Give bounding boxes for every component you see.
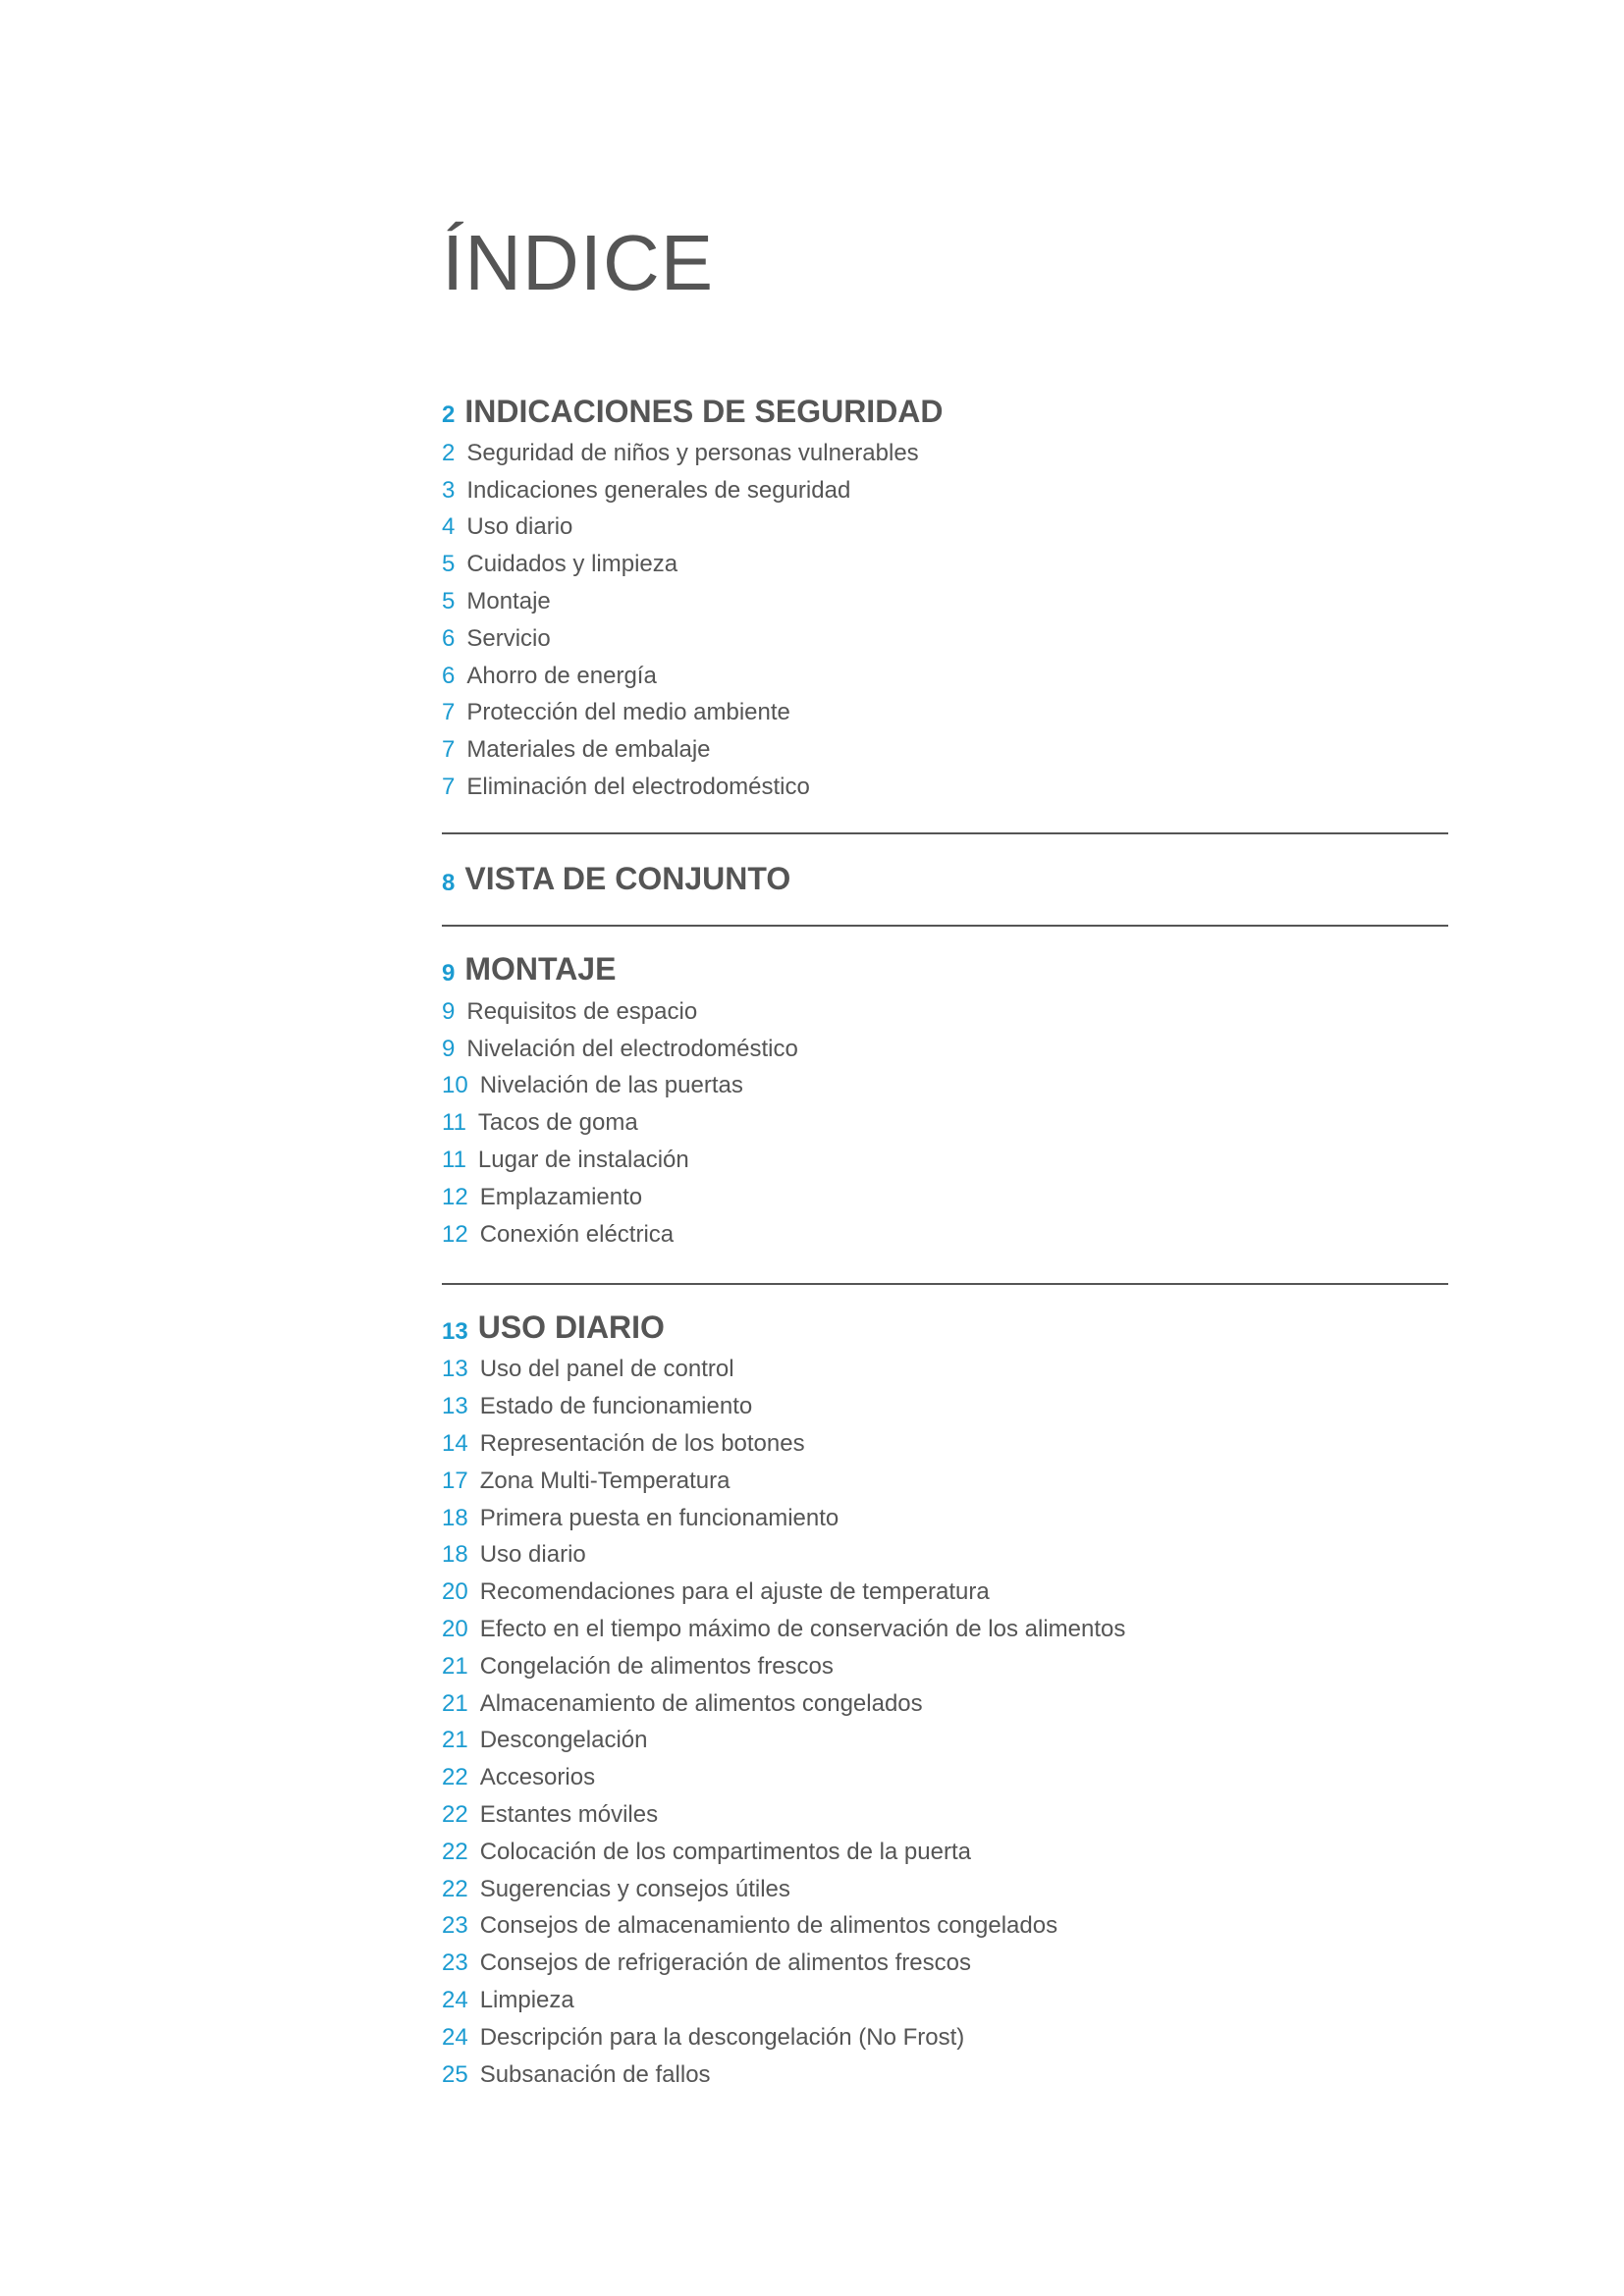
entry-page-number: 17	[442, 1467, 468, 1494]
entry-label: Almacenamiento de alimentos congelados	[479, 1689, 923, 1717]
toc-entry[interactable]	[442, 769, 1448, 806]
section-heading[interactable]	[442, 856, 1448, 903]
entry-page-number: 10	[442, 1072, 468, 1099]
toc-entry[interactable]	[442, 1352, 1448, 1389]
toc-entry[interactable]	[442, 658, 1448, 695]
toc-entry[interactable]	[442, 1982, 1448, 2019]
toc-entry[interactable]	[442, 546, 1448, 583]
section-page-number: 13	[442, 1317, 468, 1345]
entry-label: Tacos de goma	[477, 1109, 638, 1137]
toc-entry[interactable]	[442, 1068, 1448, 1105]
entry-page-number: 7	[442, 774, 456, 801]
entry-label: Montaje	[466, 588, 551, 615]
entry-label: Limpieza	[479, 1986, 574, 2013]
entry-label: Materiales de embalaje	[466, 736, 711, 764]
entry-page-number: 21	[442, 1689, 468, 1717]
entry-page-number: 22	[442, 1801, 468, 1828]
toc-entry[interactable]	[442, 1142, 1448, 1179]
entry-label: Sugerencias y consejos útiles	[479, 1875, 790, 1902]
toc-section	[442, 1305, 1448, 2094]
entry-label: Recomendaciones para el ajuste de temperatura	[479, 1578, 990, 1606]
entry-page-number: 22	[442, 1838, 468, 1865]
entry-page-number: 5	[442, 588, 456, 615]
section-title: USO DIARIO	[477, 1309, 665, 1346]
entry-label: Zona Multi-Temperatura	[479, 1467, 731, 1494]
entry-label: Subsanación de fallos	[479, 2060, 711, 2088]
entry-page-number: 14	[442, 1430, 468, 1458]
page-title: ÍNDICE	[442, 219, 715, 306]
entry-page-number: 20	[442, 1616, 468, 1643]
toc-entry[interactable]	[442, 1388, 1448, 1425]
entry-label: Descripción para la descongelación (No Frost)	[479, 2023, 965, 2051]
entry-list	[442, 993, 1448, 1254]
entry-label: Seguridad de niños y personas vulnerables	[466, 439, 919, 466]
entry-label: Congelación de alimentos frescos	[479, 1652, 834, 1680]
entry-label: Representación de los botones	[479, 1430, 805, 1458]
section-title: MONTAJE	[464, 951, 617, 988]
entry-page-number: 25	[442, 2060, 468, 2088]
entry-label: Uso del panel de control	[479, 1356, 734, 1383]
toc-entry[interactable]	[442, 1611, 1448, 1648]
entry-list	[442, 1352, 1448, 2094]
entry-label: Nivelación del electrodoméstico	[466, 1035, 798, 1062]
toc-entry[interactable]	[442, 1500, 1448, 1537]
toc-entry[interactable]	[442, 1216, 1448, 1254]
section-title: INDICACIONES DE SEGURIDAD	[464, 393, 944, 429]
toc-entry[interactable]	[442, 1425, 1448, 1463]
entry-page-number: 22	[442, 1875, 468, 1902]
toc-section	[442, 946, 1448, 1254]
entry-page-number: 9	[442, 997, 456, 1025]
entry-label: Nivelación de las puertas	[479, 1072, 743, 1099]
section-heading[interactable]	[442, 1305, 1448, 1352]
entry-page-number: 4	[442, 513, 456, 541]
entry-page-number: 5	[442, 551, 456, 578]
section-divider	[442, 832, 1448, 834]
entry-label: Efecto en el tiempo máximo de conservación de los alimentos	[479, 1616, 1126, 1643]
toc-entry[interactable]	[442, 2056, 1448, 2094]
toc-entry[interactable]	[442, 1871, 1448, 1908]
toc-entry[interactable]	[442, 1574, 1448, 1611]
entry-page-number: 13	[442, 1393, 468, 1420]
toc-section	[442, 856, 1448, 903]
toc-entry[interactable]	[442, 695, 1448, 732]
toc-entry[interactable]	[442, 1031, 1448, 1068]
toc-entry[interactable]	[442, 1685, 1448, 1723]
entry-page-number: 7	[442, 736, 456, 764]
entry-label: Descongelación	[479, 1727, 648, 1754]
toc-entry[interactable]	[442, 1179, 1448, 1216]
entry-page-number: 23	[442, 1912, 468, 1940]
entry-label: Uso diario	[479, 1541, 586, 1569]
entry-page-number: 11	[442, 1109, 466, 1137]
entry-label: Uso diario	[466, 513, 573, 541]
toc-entry[interactable]	[442, 1648, 1448, 1685]
entry-label: Emplazamiento	[479, 1183, 643, 1210]
entry-page-number: 6	[442, 624, 456, 652]
entry-page-number: 2	[442, 439, 456, 466]
toc-entry[interactable]	[442, 1908, 1448, 1946]
toc-entry[interactable]	[442, 993, 1448, 1031]
section-heading[interactable]	[442, 946, 1448, 993]
entry-page-number: 6	[442, 662, 456, 689]
entry-page-number: 18	[442, 1541, 468, 1569]
entry-page-number: 12	[442, 1220, 468, 1248]
toc-entry[interactable]	[442, 1723, 1448, 1760]
toc-entry[interactable]	[442, 1834, 1448, 1871]
toc-entry[interactable]	[442, 1104, 1448, 1142]
toc-section	[442, 388, 1448, 806]
section-heading[interactable]	[442, 388, 1448, 435]
section-page-number: 2	[442, 401, 456, 428]
toc-entry[interactable]	[442, 620, 1448, 658]
section-divider	[442, 925, 1448, 927]
entry-label: Protección del medio ambiente	[466, 699, 790, 726]
entry-page-number: 3	[442, 476, 456, 504]
entry-page-number: 22	[442, 1764, 468, 1791]
toc-entry[interactable]	[442, 1945, 1448, 1982]
entry-label: Ahorro de energía	[466, 662, 657, 689]
entry-page-number: 24	[442, 2023, 468, 2051]
entry-page-number: 7	[442, 699, 456, 726]
entry-page-number: 9	[442, 1035, 456, 1062]
entry-label: Estantes móviles	[479, 1801, 659, 1828]
entry-label: Primera puesta en funcionamiento	[479, 1504, 839, 1531]
entry-label: Consejos de refrigeración de alimentos frescos	[479, 1949, 971, 1977]
entry-page-number: 21	[442, 1652, 468, 1680]
entry-label: Accesorios	[479, 1764, 596, 1791]
entry-page-number: 24	[442, 1986, 468, 2013]
entry-page-number: 11	[442, 1147, 466, 1174]
entry-page-number: 18	[442, 1504, 468, 1531]
entry-page-number: 20	[442, 1578, 468, 1606]
toc-entry[interactable]	[442, 731, 1448, 769]
toc-entry[interactable]	[442, 1537, 1448, 1575]
entry-label: Estado de funcionamiento	[479, 1393, 753, 1420]
entry-list	[442, 435, 1448, 806]
section-page-number: 9	[442, 959, 456, 987]
toc-entry[interactable]	[442, 509, 1448, 547]
entry-label: Consejos de almacenamiento de alimentos congelados	[479, 1912, 1058, 1940]
section-divider	[442, 1283, 1448, 1285]
entry-label: Cuidados y limpieza	[466, 551, 678, 578]
entry-page-number: 13	[442, 1356, 468, 1383]
entry-label: Eliminación del electrodoméstico	[466, 774, 810, 801]
entry-label: Conexión eléctrica	[479, 1220, 675, 1248]
toc-entry[interactable]	[442, 1796, 1448, 1834]
entry-page-number: 21	[442, 1727, 468, 1754]
toc-entry[interactable]	[442, 1463, 1448, 1500]
toc-entry[interactable]	[442, 435, 1448, 472]
entry-label: Indicaciones generales de seguridad	[466, 476, 851, 504]
section-title: VISTA DE CONJUNTO	[464, 861, 791, 897]
entry-label: Requisitos de espacio	[466, 997, 698, 1025]
entry-page-number: 23	[442, 1949, 468, 1977]
entry-label: Colocación de los compartimentos de la puerta	[479, 1838, 971, 1865]
toc-entry[interactable]	[442, 472, 1448, 509]
toc-entry[interactable]	[442, 2019, 1448, 2056]
toc-entry[interactable]	[442, 1759, 1448, 1796]
table-of-contents	[442, 388, 1448, 2093]
entry-label: Servicio	[466, 624, 551, 652]
toc-entry[interactable]	[442, 583, 1448, 620]
section-page-number: 8	[442, 869, 456, 896]
entry-page-number: 12	[442, 1183, 468, 1210]
entry-label: Lugar de instalación	[477, 1147, 689, 1174]
